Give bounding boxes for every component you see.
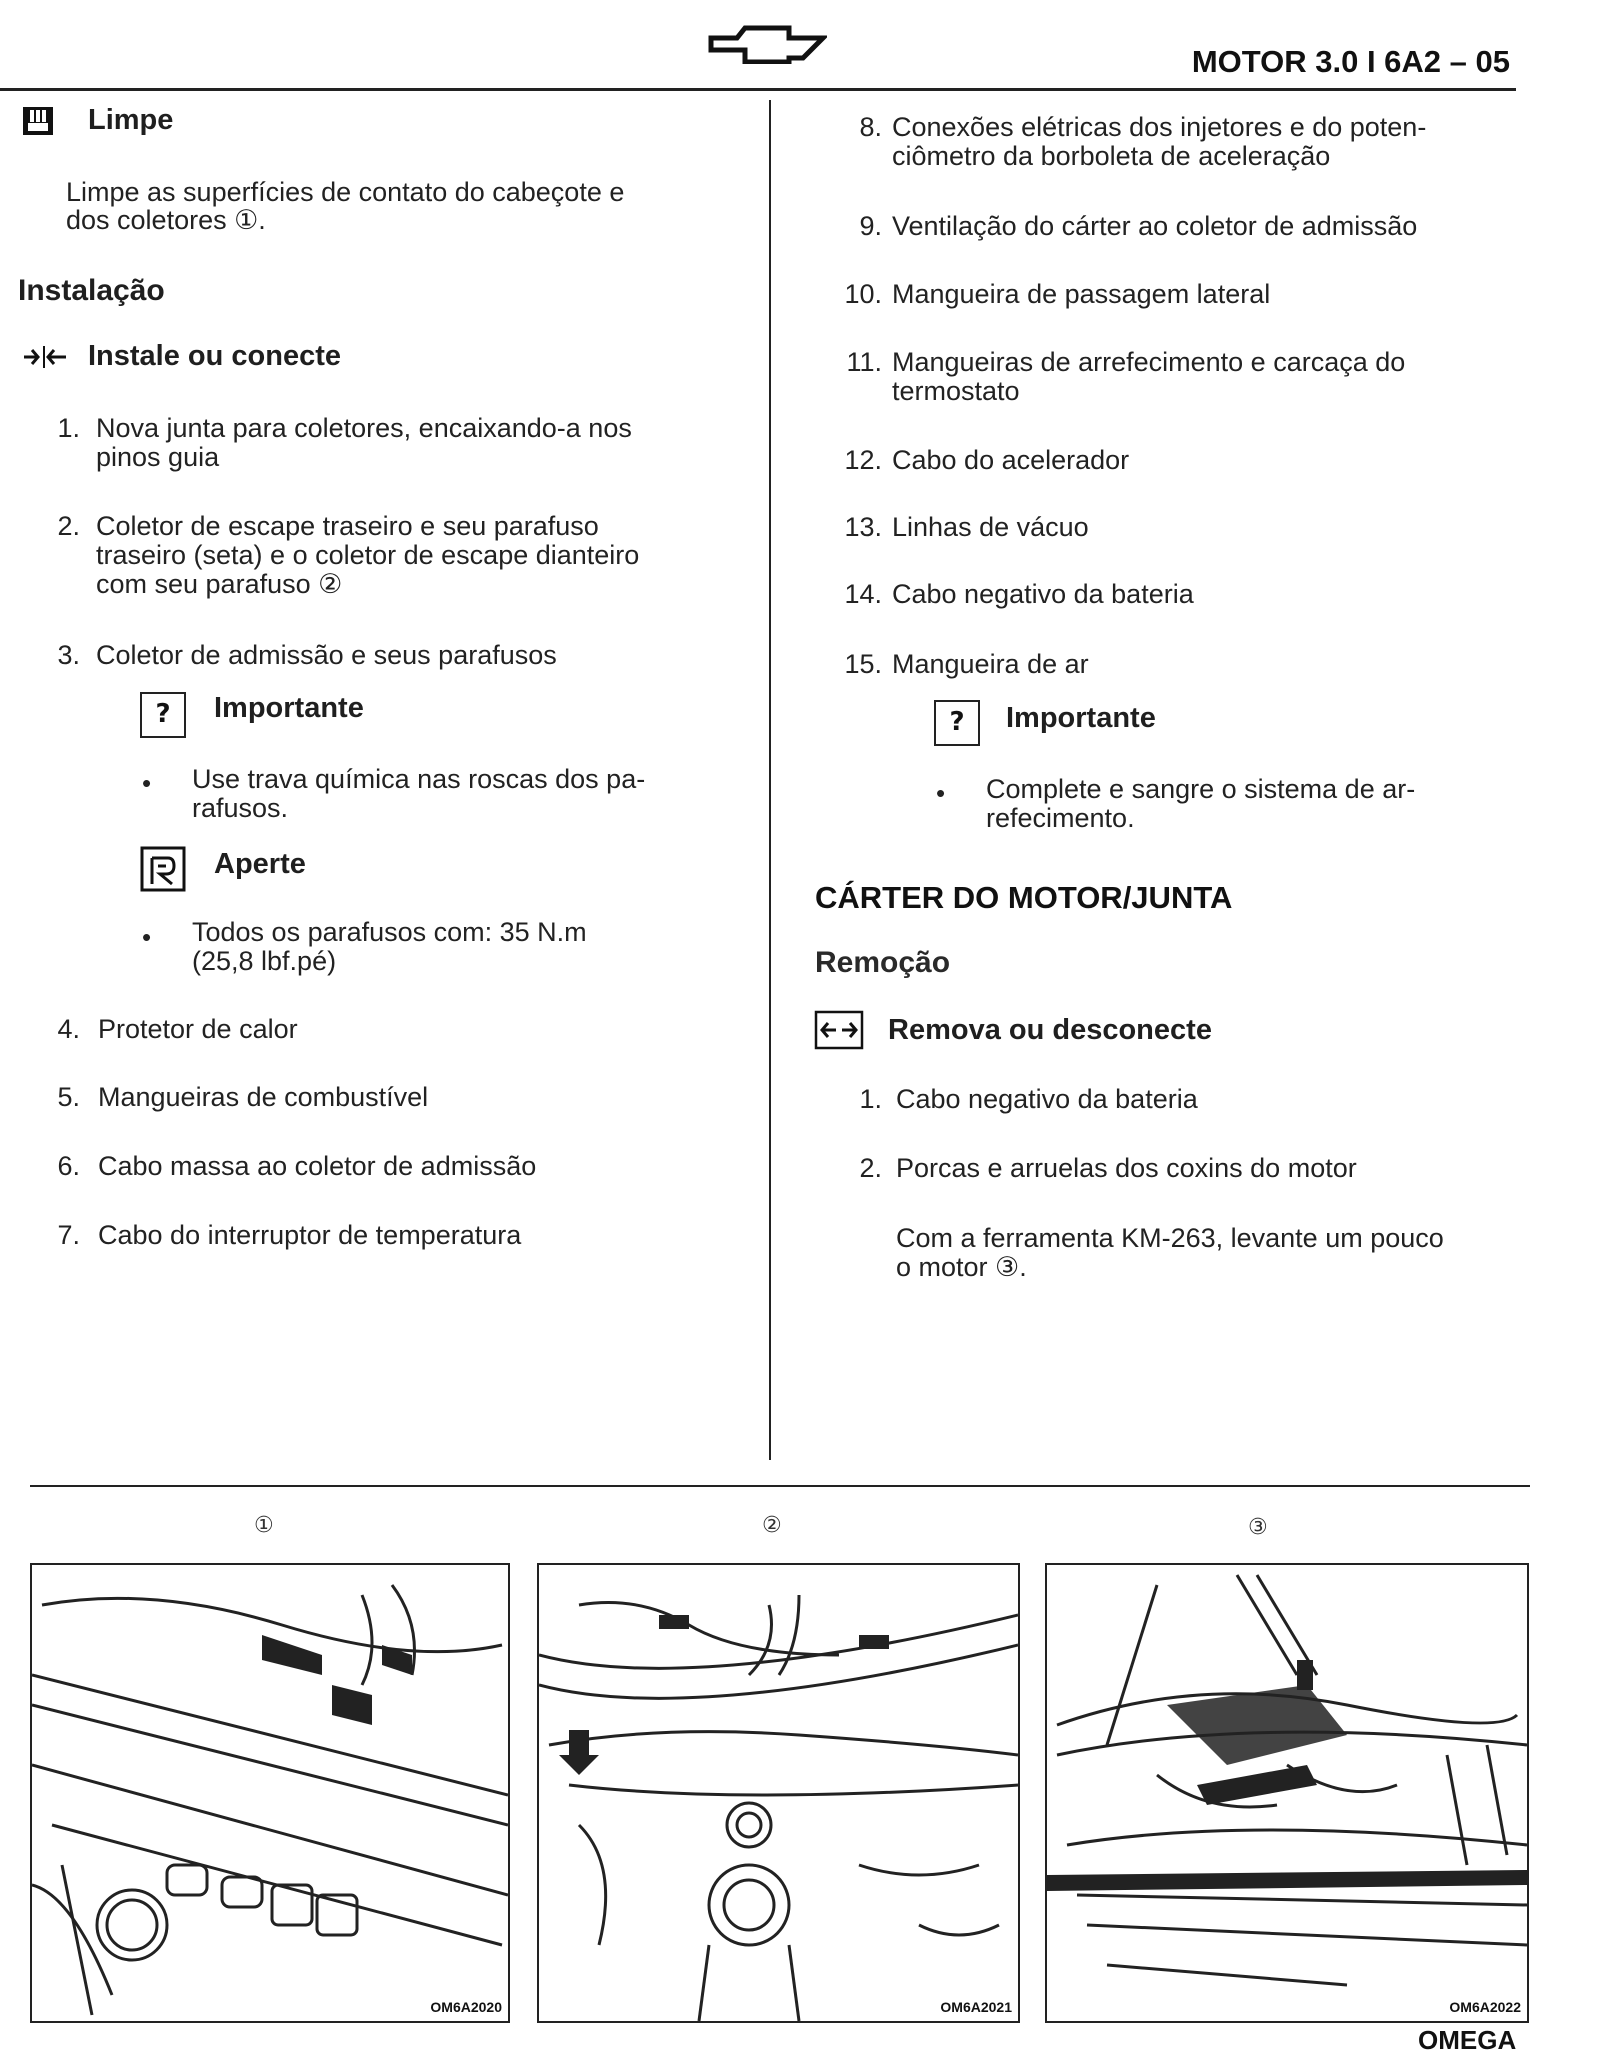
item-6-number: 6. [57, 1151, 80, 1181]
item-4-number: 4. [57, 1014, 80, 1044]
remova-heading: Remova ou desconecte [888, 1014, 1212, 1046]
note-line-2: o motor ③. [896, 1252, 1027, 1282]
item-11-line-1: Mangueiras de arrefecimento e carcaça do [892, 347, 1406, 377]
figure-1 [30, 1563, 510, 2023]
item-13-line-1: Linhas de vácuo [892, 512, 1089, 542]
aperte-text-line-1: Todos os parafusos com: 35 N.m [192, 917, 587, 947]
column-divider [769, 100, 771, 1460]
figure-2-code: OM6A2021 [940, 1999, 1012, 2015]
item-2-line-3: com seu parafuso ② [96, 569, 343, 599]
instalacao-heading: Instalação [18, 274, 165, 307]
item-12-number: 12. [844, 445, 882, 475]
item-6-text: Cabo massa ao coletor de admissão [98, 1151, 537, 1181]
remocao-heading: Remoção [815, 946, 951, 979]
figure-2 [537, 1563, 1020, 2023]
torque-wrench-icon [140, 846, 186, 892]
section-title: CÁRTER DO MOTOR/JUNTA [815, 880, 1233, 915]
removal-item-1-number: 1. [859, 1084, 882, 1114]
item-12-line-1: Cabo do acelerador [892, 445, 1130, 475]
header-rule [0, 88, 1516, 91]
note-line-1: Com a ferramenta KM-263, levante um pouco [896, 1223, 1444, 1253]
limpe-heading: Limpe [88, 104, 174, 136]
aperte-label: Aperte [214, 848, 306, 880]
item-1-number: 1. [57, 413, 80, 443]
install-arrows-icon [22, 344, 68, 370]
item-15-number: 15. [844, 649, 882, 679]
aperte-text-line-2: (25,8 lbf.pé) [192, 946, 337, 976]
item-13-number: 13. [844, 512, 882, 542]
removal-item-1-text: Cabo negativo da bateria [896, 1084, 1198, 1114]
cleaning-icon [22, 106, 54, 136]
item-3-line-1: Coletor de admissão e seus parafusos [96, 640, 557, 670]
importante-text-line-1: Use trava química nas roscas dos pa- [192, 764, 646, 794]
item-14-line-1: Cabo negativo da bateria [892, 579, 1194, 609]
importante-text-line-2: refecimento. [986, 803, 1135, 833]
removal-item-2-text: Porcas e arruelas dos coxins do motor [896, 1153, 1357, 1183]
item-4-text: Protetor de calor [98, 1014, 298, 1044]
figures-rule [30, 1485, 1530, 1487]
remove-arrows-icon [814, 1010, 864, 1050]
figure-2-illustration [539, 1565, 1018, 2021]
item-15-line-1: Mangueira de ar [892, 649, 1089, 679]
importante-icon: ? [934, 700, 980, 746]
item-8-number: 8. [859, 112, 882, 142]
figure-1-code: OM6A2020 [430, 1999, 502, 2015]
item-5-number: 5. [57, 1082, 80, 1112]
importante-text-line-2: rafusos. [192, 793, 289, 823]
limpe-text-line-1: Limpe as superfícies de contato do cabeçote e [66, 177, 625, 207]
figure-1-label: ① [254, 1512, 274, 1537]
item-9-line-1: Ventilação do cárter ao coletor de admissão [892, 211, 1418, 241]
figure-1-illustration [32, 1565, 508, 2021]
importante-text-line-1: Complete e sangre o sistema de ar- [986, 774, 1416, 804]
instale-heading: Instale ou conecte [88, 340, 342, 372]
limpe-text-line-2: dos coletores ①. [66, 205, 266, 235]
item-2-number: 2. [57, 511, 80, 541]
chevrolet-logo [707, 24, 827, 64]
item-7-text: Cabo do interruptor de temperatura [98, 1220, 522, 1250]
item-8-line-2: ciômetro da borboleta de aceleração [892, 141, 1331, 171]
item-3-number: 3. [57, 640, 80, 670]
bullet: • [142, 922, 152, 952]
item-10-line-1: Mangueira de passagem lateral [892, 279, 1271, 309]
figure-3-illustration [1047, 1565, 1527, 2021]
item-11-number: 11. [846, 347, 882, 377]
item-10-number: 10. [844, 279, 882, 309]
page-title: MOTOR 3.0 I 6A2 – 05 [1191, 44, 1510, 79]
figure-2-label: ② [762, 1512, 782, 1537]
item-8-line-1: Conexões elétricas dos injetores e do poten- [892, 112, 1427, 142]
bullet: • [142, 768, 152, 798]
item-14-number: 14. [844, 579, 882, 609]
figure-3-label: ③ [1248, 1514, 1268, 1539]
importante-icon: ? [140, 692, 186, 738]
item-2-line-1: Coletor de escape traseiro e seu parafuso [96, 511, 599, 541]
footer-brand: OMEGA [1418, 2025, 1517, 2055]
removal-item-2-number: 2. [859, 1153, 882, 1183]
figure-3-code: OM6A2022 [1449, 1999, 1521, 2015]
item-1-line-2: pinos guia [96, 442, 220, 472]
item-1-line-1: Nova junta para coletores, encaixando-a nos [96, 413, 632, 443]
item-5-text: Mangueiras de combustível [98, 1082, 429, 1112]
figure-3 [1045, 1563, 1529, 2023]
importante-label: Importante [214, 692, 364, 724]
item-2-line-2: traseiro (seta) e o coletor de escape dianteiro [96, 540, 640, 570]
item-9-number: 9. [859, 211, 882, 241]
item-7-number: 7. [57, 1220, 80, 1250]
importante-label: Importante [1006, 702, 1156, 734]
bullet: • [936, 778, 946, 808]
item-11-line-2: termostato [892, 376, 1020, 406]
